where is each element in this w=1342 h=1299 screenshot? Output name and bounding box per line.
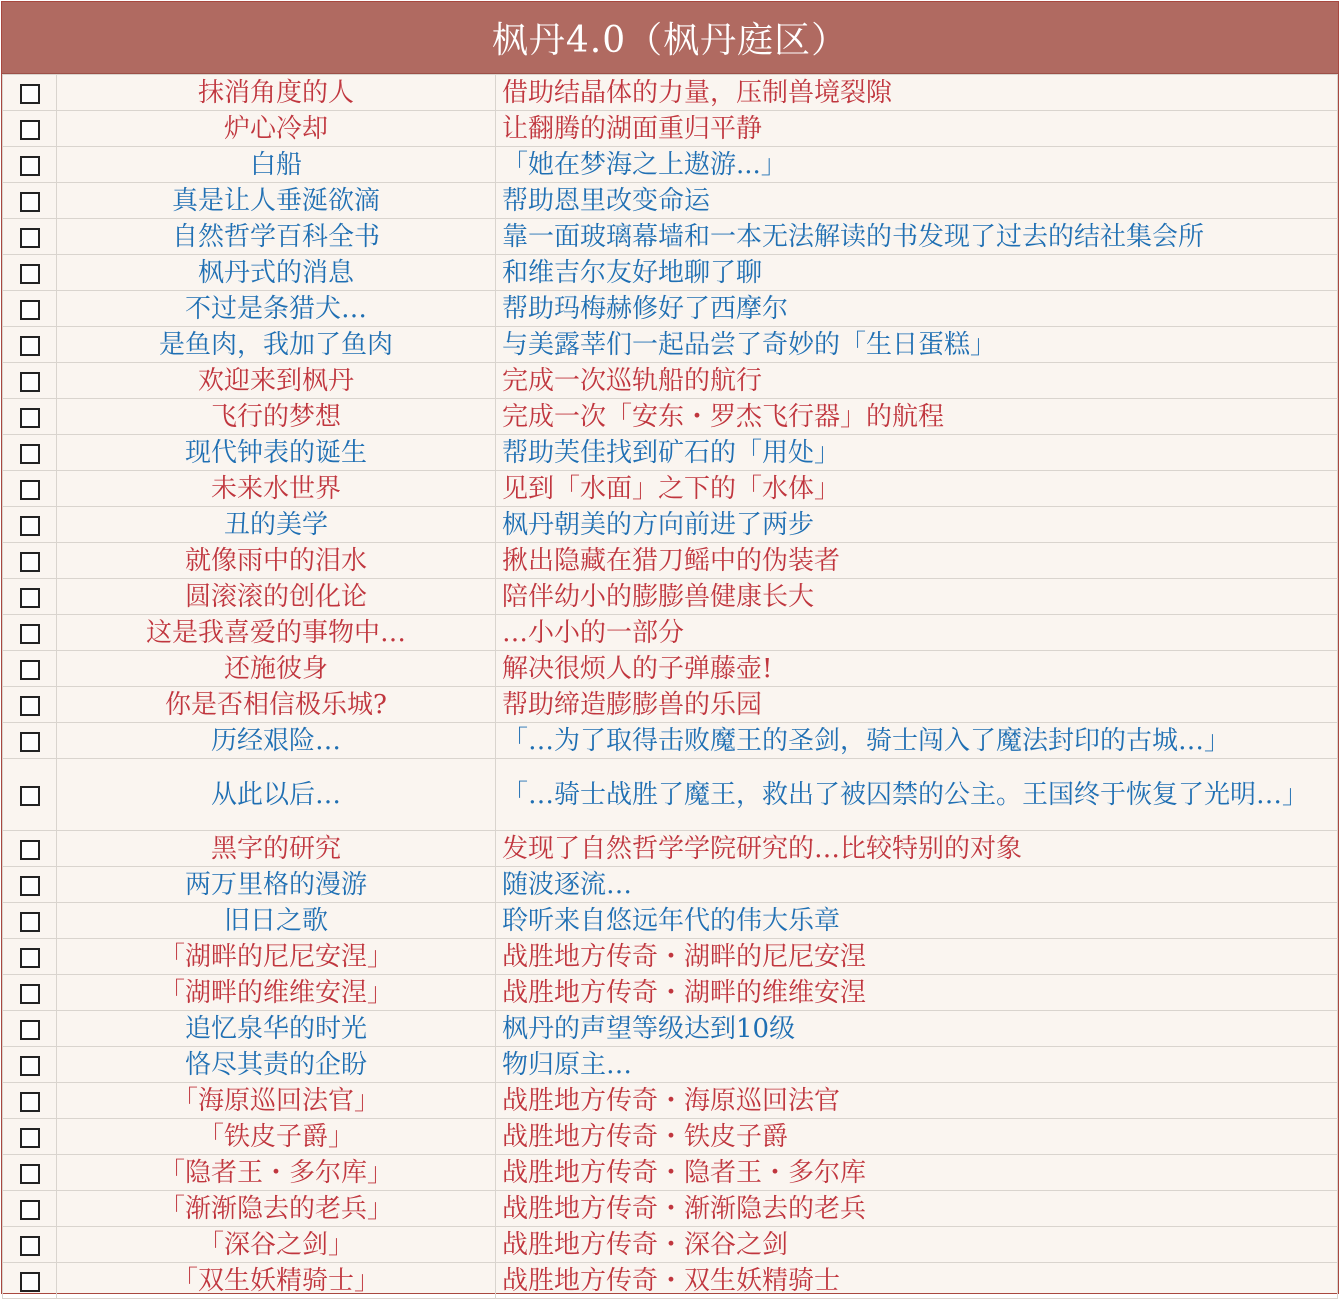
table-row [3, 651, 1338, 687]
checkbox[interactable] [20, 876, 40, 896]
checkbox[interactable] [20, 696, 40, 716]
checkbox[interactable] [20, 588, 40, 608]
checkbox[interactable] [20, 336, 40, 356]
achievement-description: 随波逐流… [496, 867, 1338, 903]
achievement-name: 「双生妖精骑士」 [57, 1263, 496, 1299]
checkbox[interactable] [20, 1128, 40, 1148]
table-row [3, 435, 1338, 471]
checkbox[interactable] [20, 840, 40, 860]
achievement-description: 与美露莘们一起品尝了奇妙的「生日蛋糕」 [496, 327, 1338, 363]
table-row [3, 471, 1338, 507]
achievement-description: 战胜地方传奇・湖畔的维维安涅 [496, 975, 1338, 1011]
checkbox-cell [3, 615, 57, 651]
achievement-description: 战胜地方传奇・铁皮子爵 [496, 1119, 1338, 1155]
achievement-description: 靠一面玻璃幕墙和一本无法解读的书发现了过去的结社集会所 [496, 219, 1338, 255]
achievement-description: 见到「水面」之下的「水体」 [496, 471, 1338, 507]
checkbox[interactable] [20, 192, 40, 212]
table-row [3, 759, 1338, 831]
achievement-description: 战胜地方传奇・双生妖精骑士 [496, 1263, 1338, 1299]
achievement-name: 追忆泉华的时光 [57, 1011, 496, 1047]
table-row [3, 1047, 1338, 1083]
achievement-name: 你是否相信极乐城? [57, 687, 496, 723]
table-row [3, 507, 1338, 543]
table-row [3, 363, 1338, 399]
achievement-description: …小小的一部分 [496, 615, 1338, 651]
checkbox-cell [3, 111, 57, 147]
checkbox-cell [3, 1263, 57, 1299]
checkbox-cell [3, 543, 57, 579]
achievement-name: 「湖畔的维维安涅」 [57, 975, 496, 1011]
table-row [3, 939, 1338, 975]
checkbox[interactable] [20, 372, 40, 392]
checkbox[interactable] [20, 732, 40, 752]
checkbox[interactable] [20, 264, 40, 284]
checkbox-cell [3, 867, 57, 903]
achievement-description: 战胜地方传奇・隐者王・多尔库 [496, 1155, 1338, 1191]
achievement-name: 「海原巡回法官」 [57, 1083, 496, 1119]
achievement-description: 「…为了取得击败魔王的圣剑，骑士闯入了魔法封印的古城…」 [496, 723, 1338, 759]
achievement-description: 战胜地方传奇・海原巡回法官 [496, 1083, 1338, 1119]
checkbox-cell [3, 1155, 57, 1191]
achievement-description: 解决很烦人的子弹藤壶! [496, 651, 1338, 687]
checkbox-cell [3, 579, 57, 615]
achievement-name: 黑字的研究 [57, 831, 496, 867]
achievement-name: 「隐者王・多尔库」 [57, 1155, 496, 1191]
checkbox-cell [3, 831, 57, 867]
checkbox-cell [3, 471, 57, 507]
checkbox-cell [3, 507, 57, 543]
table-row [3, 1227, 1338, 1263]
achievement-name: 「铁皮子爵」 [57, 1119, 496, 1155]
table-row [3, 75, 1338, 111]
achievement-name: 炉心冷却 [57, 111, 496, 147]
checkbox[interactable] [20, 228, 40, 248]
checkbox-cell [3, 939, 57, 975]
table-row [3, 615, 1338, 651]
achievement-description: 战胜地方传奇・渐渐隐去的老兵 [496, 1191, 1338, 1227]
checkbox[interactable] [20, 1092, 40, 1112]
achievement-description: 战胜地方传奇・深谷之剑 [496, 1227, 1338, 1263]
checkbox[interactable] [20, 120, 40, 140]
table-row [3, 867, 1338, 903]
achievement-description: 枫丹朝美的方向前进了两步 [496, 507, 1338, 543]
achievement-name: 抹消角度的人 [57, 75, 496, 111]
checkbox[interactable] [20, 480, 40, 500]
achievement-description: 「…骑士战胜了魔王，救出了被囚禁的公主。王国终于恢复了光明…」 [496, 759, 1338, 831]
table-row [3, 1155, 1338, 1191]
achievement-description: 帮助缔造膨膨兽的乐园 [496, 687, 1338, 723]
achievement-name: 「深谷之剑」 [57, 1227, 496, 1263]
achievement-name: 「渐渐隐去的老兵」 [57, 1191, 496, 1227]
achievement-description: 完成一次巡轨船的航行 [496, 363, 1338, 399]
table-row [3, 1119, 1338, 1155]
table-row [3, 327, 1338, 363]
checkbox[interactable] [20, 912, 40, 932]
checkbox-cell [3, 1047, 57, 1083]
checkbox-cell [3, 1119, 57, 1155]
achievement-description: 聆听来自悠远年代的伟大乐章 [496, 903, 1338, 939]
achievement-name: 丑的美学 [57, 507, 496, 543]
sheet-title: 枫丹4.0（枫丹庭区） [2, 2, 1338, 74]
achievement-name: 自然哲学百科全书 [57, 219, 496, 255]
table-row [3, 903, 1338, 939]
achievement-name: 白船 [57, 147, 496, 183]
achievement-name: 是鱼肉，我加了鱼肉 [57, 327, 496, 363]
checkbox[interactable] [20, 786, 40, 806]
table-row [3, 183, 1338, 219]
achievement-description: 枫丹的声望等级达到10级 [496, 1011, 1338, 1047]
achievement-name: 旧日之歌 [57, 903, 496, 939]
checkbox-cell [3, 903, 57, 939]
checkbox[interactable] [20, 444, 40, 464]
checkbox-cell [3, 183, 57, 219]
achievement-name: 圆滚滚的创化论 [57, 579, 496, 615]
table-row [3, 219, 1338, 255]
checkbox[interactable] [20, 1056, 40, 1076]
table-row [3, 543, 1338, 579]
achievement-name: 未来水世界 [57, 471, 496, 507]
table-row [3, 1083, 1338, 1119]
checkbox[interactable] [20, 624, 40, 644]
checkbox[interactable] [20, 660, 40, 680]
achievement-description: 物归原主… [496, 1047, 1338, 1083]
achievement-name: 恪尽其责的企盼 [57, 1047, 496, 1083]
achievement-description: 陪伴幼小的膨膨兽健康长大 [496, 579, 1338, 615]
achievement-description: 帮助恩里改变命运 [496, 183, 1338, 219]
achievement-description: 揪出隐藏在猎刀鳐中的伪装者 [496, 543, 1338, 579]
achievement-table [2, 74, 1338, 1299]
table-row [3, 579, 1338, 615]
table-row [3, 1191, 1338, 1227]
achievement-name: 枫丹式的消息 [57, 255, 496, 291]
achievement-name: 真是让人垂涎欲滴 [57, 183, 496, 219]
achievement-name: 不过是条猎犬… [57, 291, 496, 327]
achievement-name: 两万里格的漫游 [57, 867, 496, 903]
achievement-name: 历经艰险… [57, 723, 496, 759]
achievement-description: 「她在梦海之上遨游...」 [496, 147, 1338, 183]
table-row [3, 1011, 1338, 1047]
table-row [3, 831, 1338, 867]
achievement-sheet [1, 1, 1339, 1294]
checkbox[interactable] [20, 84, 40, 104]
table-row [3, 255, 1338, 291]
checkbox-cell [3, 255, 57, 291]
achievement-name: 还施彼身 [57, 651, 496, 687]
checkbox-cell [3, 975, 57, 1011]
checkbox-cell [3, 1083, 57, 1119]
achievement-name: 飞行的梦想 [57, 399, 496, 435]
achievement-name: 现代钟表的诞生 [57, 435, 496, 471]
checkbox[interactable] [20, 1020, 40, 1040]
table-row [3, 399, 1338, 435]
checkbox-cell [3, 651, 57, 687]
achievement-description: 和维吉尔友好地聊了聊 [496, 255, 1338, 291]
checkbox-cell [3, 1011, 57, 1047]
checkbox-cell [3, 435, 57, 471]
achievement-description: 帮助芙佳找到矿石的「用处」 [496, 435, 1338, 471]
checkbox[interactable] [20, 948, 40, 968]
checkbox[interactable] [20, 156, 40, 176]
table-row [3, 975, 1338, 1011]
checkbox-cell [3, 327, 57, 363]
checkbox-cell [3, 723, 57, 759]
checkbox[interactable] [20, 408, 40, 428]
checkbox-cell [3, 1227, 57, 1263]
checkbox-cell [3, 399, 57, 435]
checkbox[interactable] [20, 552, 40, 572]
table-row [3, 687, 1338, 723]
achievement-rows [3, 75, 1338, 1299]
checkbox[interactable] [20, 300, 40, 320]
achievement-name: 「湖畔的尼尼安涅」 [57, 939, 496, 975]
checkbox-cell [3, 75, 57, 111]
achievement-description: 发现了自然哲学学院研究的…比较特别的对象 [496, 831, 1338, 867]
achievement-description: 借助结晶体的力量，压制兽境裂隙 [496, 75, 1338, 111]
checkbox[interactable] [20, 1272, 40, 1292]
checkbox-cell [3, 363, 57, 399]
checkbox-cell [3, 219, 57, 255]
checkbox-cell [3, 147, 57, 183]
achievement-description: 战胜地方传奇・湖畔的尼尼安涅 [496, 939, 1338, 975]
achievement-name: 从此以后… [57, 759, 496, 831]
table-row [3, 1263, 1338, 1299]
checkbox[interactable] [20, 516, 40, 536]
checkbox[interactable] [20, 1236, 40, 1256]
checkbox-cell [3, 1191, 57, 1227]
table-row [3, 723, 1338, 759]
achievement-description: 帮助玛梅赫修好了西摩尔 [496, 291, 1338, 327]
checkbox-cell [3, 759, 57, 831]
table-row [3, 291, 1338, 327]
achievement-description: 让翻腾的湖面重归平静 [496, 111, 1338, 147]
achievement-name: 这是我喜爱的事物中… [57, 615, 496, 651]
checkbox-cell [3, 687, 57, 723]
checkbox[interactable] [20, 1164, 40, 1184]
checkbox[interactable] [20, 984, 40, 1004]
checkbox[interactable] [20, 1200, 40, 1220]
checkbox-cell [3, 291, 57, 327]
achievement-name: 就像雨中的泪水 [57, 543, 496, 579]
table-row [3, 111, 1338, 147]
table-row [3, 147, 1338, 183]
achievement-description: 完成一次「安东・罗杰飞行器」的航程 [496, 399, 1338, 435]
achievement-name: 欢迎来到枫丹 [57, 363, 496, 399]
